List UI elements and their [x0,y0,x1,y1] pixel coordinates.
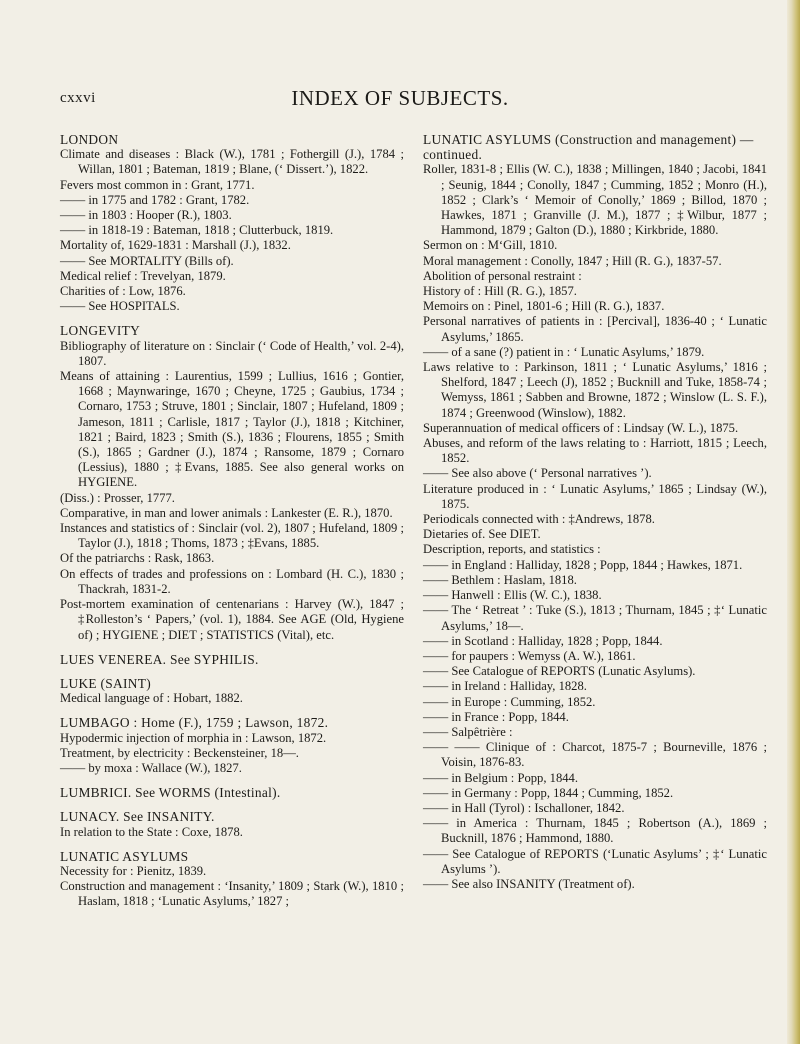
index-subentry: —— in Hall (Tyrol) : Ischalloner, 1842. [423,800,625,815]
index-heading: LUNATIC ASYLUMS [60,848,189,864]
index-subentry: —— Hanwell : Ellis (W. C.), 1838. [423,588,602,603]
index-subentry: Description, reports, and statistics : [423,542,601,557]
page-number: cxxvi [60,90,96,106]
index-subentry: —— See also INSANITY (Treatment of). [423,876,635,891]
index-subentry: Bibliography of literature on : Sinclair (‘ Code of Health,’ vol. 2-4), 1807. [60,338,404,368]
index-heading: LUMBRICI. See WORMS (Intestinal). [60,785,281,801]
index-heading: LUNACY. See INSANITY. [60,809,215,825]
index-subentry: —— in Europe : Cumming, 1852. [423,694,596,709]
index-subentry: Treatment, by electricity : Beckensteiner, 18—. [60,745,299,760]
index-subentry: —— in 1803 : Hooper (R.), 1803. [60,208,232,223]
index-subentry: —— of a sane (?) patient in : ‘ Lunatic Asylums,’ 1879. [423,344,705,359]
index-subentry: —— in France : Popp, 1844. [423,709,569,724]
index-subentry: —— See MORTALITY (Bills of). [60,253,234,268]
index-subentry: Sermon on : M‘Gill, 1810. [423,238,558,253]
index-subentry: In relation to the State : Coxe, 1878. [60,824,243,839]
index-heading: LUMBAGO : Home (F.), 1759 ; Lawson, 1872. [60,715,329,731]
index-subentry: —— See Catalogue of REPORTS (‘Lunatic Asylums’ ; ‡‘ Lunatic Asylums ’). [423,846,767,876]
index-subentry: —— in Belgium : Popp, 1844. [423,770,578,785]
index-subentry: Mortality of, 1629-1831 : Marshall (J.), 1832. [60,238,291,253]
page-edge [787,0,800,1044]
index-subentry: —— in Ireland : Halliday, 1828. [423,679,587,694]
index-subentry: —— in England : Halliday, 1828 ; Popp, 1844 ; Hawkes, 1871. [423,557,743,572]
index-subentry: History of : Hill (R. G.), 1857. [423,284,577,299]
index-subentry: Personal narratives of patients in : [Percival], 1836-40 ; ‘ Lunatic Asylums,’ 1865. [423,314,767,344]
index-subentry: —— See HOSPITALS. [60,299,180,314]
index-subentry: Hypodermic injection of morphia in : Lawson, 1872. [60,730,327,745]
index-subentry: Of the patriarchs : Rask, 1863. [60,551,215,566]
index-subentry: —— in 1775 and 1782 : Grant, 1782. [60,192,250,207]
index-subentry: Roller, 1831-8 ; Ellis (W. C.), 1838 ; Millingen, 1840 ; Jacobi, 1841 ; Seunig, 1844 ; Conolly, 1847 ; Cumming, 1852 ; Monro (H.), 1852 ; Clark’s ‘ Memoir of Conolly,’ 1869 ; Billod, 1870 ; Hawkes, 1871 ; Granville (J. M.), 1877 ; ‡Wilbur, 1877 ; Hammond, 1879 ; Galton (D.), 1880 ; Kirkbride, 1880. [423,162,767,238]
index-subentry: Construction and management : ‘Insanity,’ 1809 ; Stark (W.), 1810 ; Haslam, 1818 ; ‘Lunatic Asylums,’ 1827 ; [60,879,404,909]
index-subentry: Memoirs on : Pinel, 1801-6 ; Hill (R. G.), 1837. [423,299,665,314]
page-header [0,86,800,116]
index-subentry: Literature produced in : ‘ Lunatic Asylums,’ 1865 ; Lindsay (W.), 1875. [423,481,767,511]
index-subentry: —— —— Clinique of : Charcot, 1875-7 ; Bourneville, 1876 ; Voisin, 1876-83. [423,740,767,770]
index-subentry: —— in Scotland : Halliday, 1828 ; Popp, 1844. [423,633,663,648]
index-subentry: Abolition of personal restraint : [423,268,582,283]
index-heading: LONGEVITY [60,323,141,339]
index-subentry: —— The ‘ Retreat ’ : Tuke (S.), 1813 ; Thurnam, 1845 ; ‡‘ Lunatic Asylums,’ 18—. [423,603,767,633]
index-subentry: Fevers most common in : Grant, 1771. [60,177,255,192]
index-subentry: Periodicals connected with : ‡Andrews, 1878. [423,512,655,527]
index-subentry: Comparative, in man and lower animals : Lankester (E. R.), 1870. [60,505,393,520]
right-column [423,132,767,892]
index-subentry: Means of attaining : Laurentius, 1599 ; Lullius, 1616 ; Gontier, 1668 ; Maynwaringe, 1670 ; Cheyne, 1725 ; Gaubius, 1734 ; Cornaro, 1753 ; Struve, 1801 ; Sinclair, 1807 ; Hufeland, 1809 ; Jameson, 1811 ; Carlisle, 1817 ; Taylor (J.), 1818 ; Kitchiner, 1821 ; Baird, 1823 ; Smith (S.), 1836 ; Flourens, 1855 ; Smith (S.), 1865 ; Gardner (J.), 1874 ; Ransome, 1879 ; Cornaro (Lessius), 1880 ; ‡Evans, 1885. See also general works on HYGIENE. [60,369,404,490]
index-heading: LONDON [60,132,119,147]
index-subentry: Charities of : Low, 1876. [60,284,186,299]
index-subentry: On effects of trades and professions on : Lombard (H. C.), 1830 ; Thackrah, 1831-2. [60,566,404,596]
index-heading: LUES VENEREA. See SYPHILIS. [60,651,259,667]
index-subentry: Medical relief : Trevelyan, 1879. [60,268,226,283]
index-subentry: —— in Germany : Popp, 1844 ; Cumming, 1852. [423,785,674,800]
index-subentry: Climate and diseases : Black (W.), 1781 ; Fothergill (J.), 1784 ; Willan, 1801 ; Bateman, 1819 ; Blane, (‘ Dissert.’), 1822. [60,147,404,177]
index-subentry: Moral management : Conolly, 1847 ; Hill (R. G.), 1837-57. [423,253,722,268]
index-subentry: Instances and statistics of : Sinclair (vol. 2), 1807 ; Hufeland, 1809 ; Taylor (J.), 1818 ; Thoms, 1873 ; ‡Evans, 1885. [60,521,404,551]
index-subentry: Dietaries of. See DIET. [423,527,541,542]
index-subentry: —— Salpêtrière : [423,724,513,739]
index-subentry: —— See Catalogue of REPORTS (Lunatic Asylums). [423,664,696,679]
index-subentry: —— for paupers : Wemyss (A. W.), 1861. [423,648,636,663]
index-subentry: —— by moxa : Wallace (W.), 1827. [60,760,242,775]
index-subentry: Post-mortem examination of centenarians : Harvey (W.), 1847 ; ‡Rolleston’s ‘ Papers,’ (vol. 1), 1884. See AGE (Old, Hygiene of) ; HYGIENE ; DIET ; STATISTICS (Vital), etc. [60,597,404,642]
index-heading: LUNATIC ASYLUMS (Construction and management) —continued. [423,132,754,163]
index-subentry: Medical language of : Hobart, 1882. [60,691,243,706]
index-subentry: —— in America : Thurnam, 1845 ; Robertson (A.), 1869 ; Bucknill, 1876 ; Hammond, 1880. [423,816,767,846]
index-subentry: —— in 1818-19 : Bateman, 1818 ; Clutterbuck, 1819. [60,223,334,238]
index-subentry: Laws relative to : Parkinson, 1811 ; ‘ Lunatic Asylums,’ 1816 ; Shelford, 1847 ; Leech (J), 1852 ; Bucknill and Tuke, 1858-74 ; Wemyss, 1861 ; Sabben and Browne, 1872 ; Winslow (L. S. F.), 1874 ; Greenwood (Winslow), 1882. [423,360,767,420]
index-subentry: (Diss.) : Prosser, 1777. [60,490,175,505]
index-subentry: Superannuation of medical officers of : Lindsay (W. L.), 1875. [423,420,739,435]
index-subentry: Abuses, and reform of the laws relating to : Harriott, 1815 ; Leech, 1852. [423,436,767,466]
left-column [60,132,404,910]
index-subentry: —— Bethlem : Haslam, 1818. [423,572,577,587]
index-subentry: —— See also above (‘ Personal narratives ’). [423,466,652,481]
index-subentry: Necessity for : Pienitz, 1839. [60,863,207,878]
running-head: INDEX OF SUBJECTS. [291,86,509,110]
index-heading: LUKE (SAINT) [60,675,151,691]
